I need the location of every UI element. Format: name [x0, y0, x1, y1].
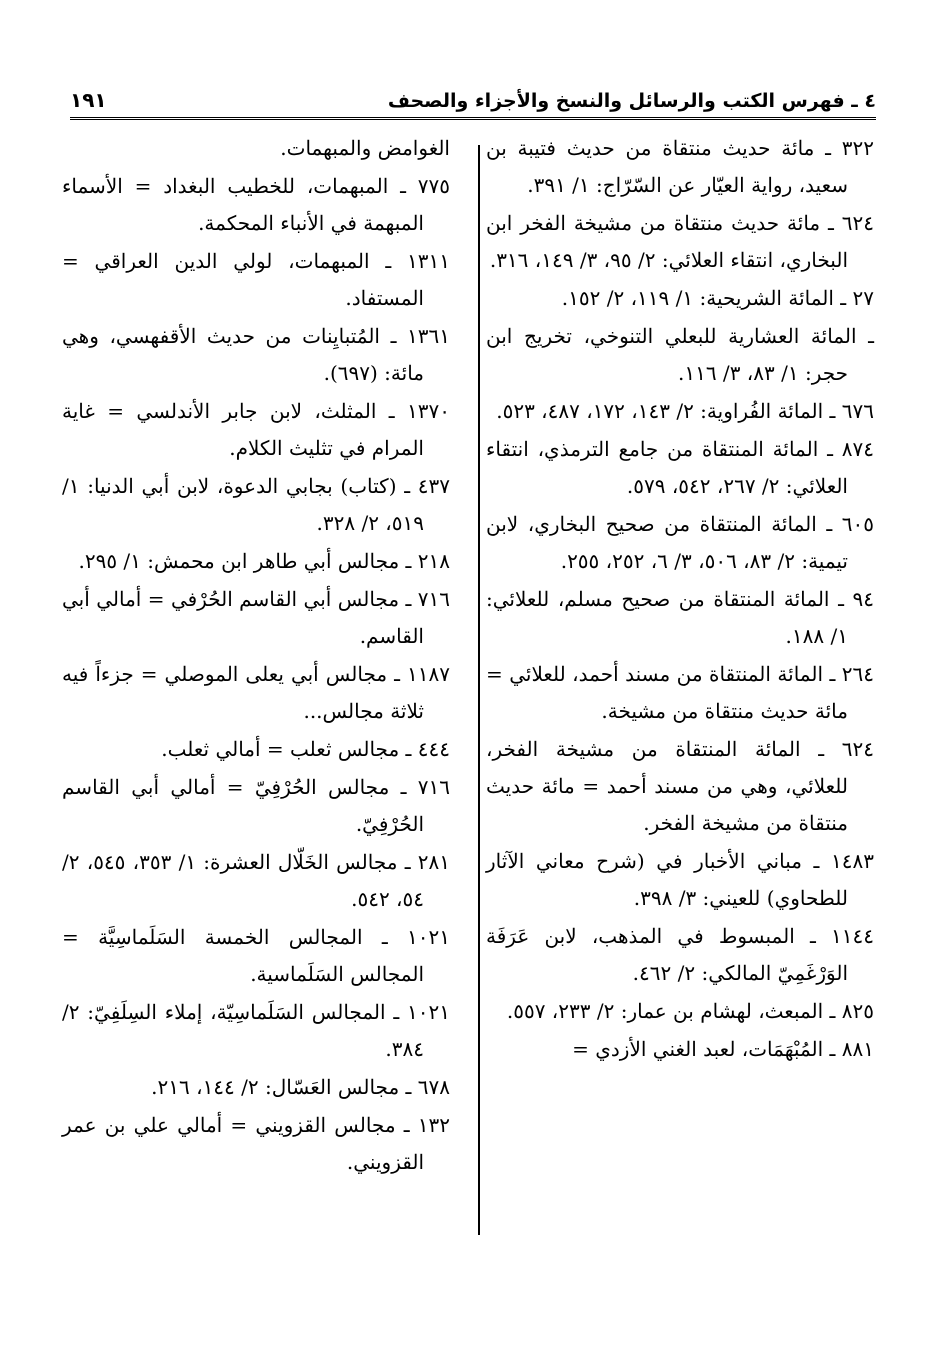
index-entry: ٩٤ ـ المائة المنتقاة من صحيح مسلم، للعلائي: ١/ ١٨٨. [486, 587, 874, 648]
index-entry: ٨٨١ ـ المُبْهَمَات، لعبد الغني الأزدي = [572, 1037, 874, 1061]
index-entry: ٦٧٨ ـ مجالس العَسّال: ٢/ ١٤٤، ٢١٦. [151, 1075, 450, 1099]
header-title: ٤ ـ فهرس الكتب والرسائل والنسخ والأجزاء والصحف [387, 90, 876, 112]
left-column [62, 130, 450, 1182]
index-entry: ٣٢٢ ـ مائة حديث منتقاة من حديث فتيبة بن سعيد، رواية العيّار عن السّرّاج: ١/ ٣٩١. [486, 136, 874, 197]
index-entry: ١٠٢١ ـ المجالس السَلَماسِيّة، إملاء السِلَفِيّ: ٢/ ٣٨٤. [62, 1000, 450, 1061]
index-entry: ٢٦٤ ـ المائة المنتقاة من مسند أحمد، للعلائي = مائة حديث منتقاة من مشيخة. [486, 662, 874, 723]
index-entry: ٦٢٤ ـ المائة المنتقاة من مشيخة الفخر، للعلائي، وهي من مسند أحمد = مائة حديث منتقاة من مشيخة الفخر. [486, 737, 874, 835]
index-entry: ١١٤٤ ـ المبسوط في المذهب، لابن عَرَفَة الوَرْغَمِيّ المالكي: ٢/ ٤٦٢. [486, 924, 874, 985]
index-entry: ١٤٨٣ ـ مباني الأخبار في (شرح معاني الآثار للطحاوي) للعيني: ٣/ ٣٩٨. [486, 849, 874, 910]
index-entry: ٧١٦ ـ مجالس الحُرْفِيّ = أمالي أبي القاسم الحُرْفِيّ. [62, 775, 450, 836]
index-entry: ١١٨٧ ـ مجالس أبي يعلى الموصلي = جزءاً فيه ثلاثة مجالس... [62, 662, 450, 723]
page-header [70, 72, 876, 112]
index-entry: ٤٤٤ ـ مجالس ثعلب = أمالي ثعلب. [161, 737, 450, 761]
index-entry: الغوامض والمبهمات. [280, 136, 450, 160]
index-entry: ٢٧ ـ المائة الشريحية: ١/ ١١٩، ٢/ ١٥٢. [561, 286, 874, 310]
index-entry: ٨٧٤ ـ المائة المنتقاة من جامع الترمذي، انتقاء العلائي: ٢/ ٢٦٧، ٥٤٢، ٥٧٩. [486, 437, 874, 498]
index-entry: ١٣٦١ ـ المُتبايِنات من حديث الأقفهسي، وهي مائة: (٦٩٧). [62, 324, 450, 385]
index-entry: ١٠٢١ ـ المجالس الخمسة السَلَماسِيَّة = المجالس السَلَماسية. [62, 925, 450, 986]
index-entry: ٧١٦ ـ مجالس أبي القاسم الحُرْفي = أمالي أبي القاسم. [62, 587, 450, 648]
column-divider [478, 145, 480, 1235]
index-entry: ٢١٨ ـ مجالس أبي طاهر ابن محمش: ١/ ٢٩٥. [78, 549, 450, 573]
index-entry: ٢٨١ ـ مجالس الخَلّال العشرة: ١/ ٣٥٣، ٥٤٥، ٢/ ٥٤، ٥٤٢. [62, 850, 451, 911]
index-entry: ٦٠٥ ـ المائة المنتقاة من صحيح البخاري، لابن تيمية: ٢/ ٨٣، ٥٠٦، ٣/ ٦، ٢٥٢، ٢٥٥. [486, 512, 874, 573]
index-entry: ٦٢٤ ـ مائة حديث منتقاة من مشيخة الفخر ابن البخاري، انتقاء العلائي: ٢/ ٩٥، ٣/ ١٤٩، ٣١٦. [486, 211, 874, 272]
index-entry: ٨٢٥ ـ المبعث، لهشام بن عمار: ٢/ ٢٣٣، ٥٥٧. [506, 999, 874, 1023]
index-entry: ٦٧٦ ـ المائة الفُراوية: ٢/ ١٤٣، ١٧٢، ٤٨٧، ٥٢٣. [496, 399, 874, 423]
index-entry: ٤٣٧ ـ (كتاب) بجابي الدعوة، لابن أبي الدنيا: ١/ ٥١٩، ٢/ ٣٢٨. [62, 474, 450, 535]
index-entry: ١٣١١ ـ المبهمات، لولي الدين العراقي = المستفاد. [62, 249, 450, 310]
index-entry: ٧٧٥ ـ المبهمات، للخطيب البغداد = الأسماء المبهمة في الأنباء المحكمة. [62, 174, 450, 235]
right-column [486, 130, 874, 1069]
index-entry: ١٣٧٠ ـ المثلث، لابن جابر الأندلسي = غاية المرام في تثليث الكلام. [62, 399, 450, 460]
index-entry: ١٣٢ ـ مجالس القزويني = أمالي علي بن عمر القزويني. [62, 1113, 450, 1174]
header-rule [70, 117, 876, 120]
index-entry: ـ المائة العشارية للبعلي التنوخي، تخريج ابن حجر: ١/ ٨٣، ٣/ ١١٦. [486, 324, 874, 385]
page-number: ١٩١ [70, 88, 107, 112]
